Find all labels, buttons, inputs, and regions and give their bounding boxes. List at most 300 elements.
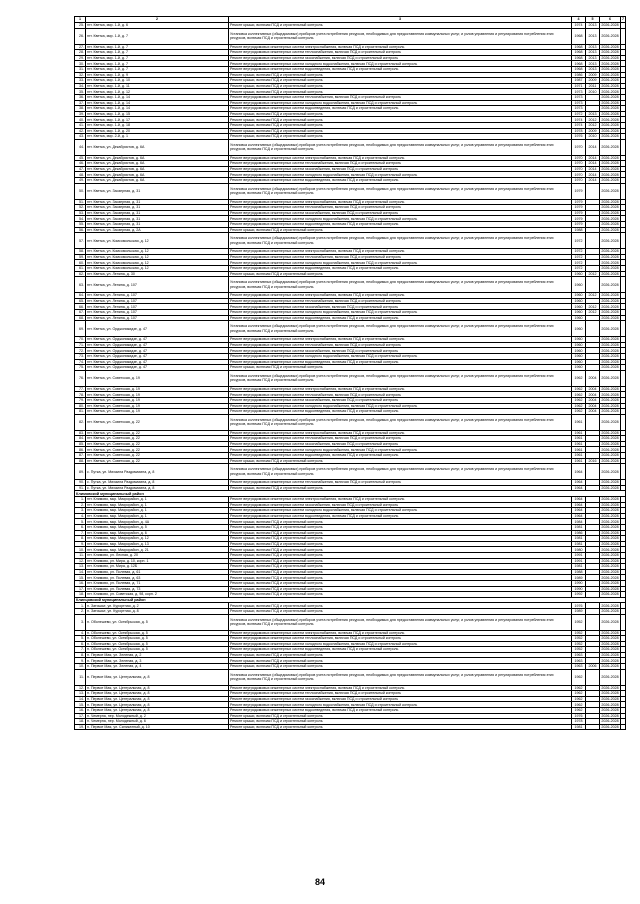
address-cell: пгт. Кветка, ул. Комсомольская, д. 12 — [86, 254, 229, 260]
planned-period-cell: 2026-2028 — [601, 442, 619, 447]
planned-period-cell: 2026-2028 — [601, 172, 619, 177]
work-type-cell: Ремонт внутридомовых инженерных систем электроснабжения, включая ПСД и строительный контроль — [229, 155, 572, 161]
planned-period-cell: 2026-2028 — [600, 614, 621, 630]
address-cell: пгт. Кветка, ул. Советская, д. 22 — [86, 436, 229, 442]
work-type-cell: Ремонт внутридомовых инженерных систем газоснабжения, включая ПСД и строительный контроль — [229, 502, 572, 508]
row-number: 76. — [75, 370, 86, 386]
row-number: 5. — [75, 636, 86, 642]
build-year-cell: 1963 — [572, 658, 586, 664]
address-cell: пгт. Кветка, ул. Советская, д. 22 — [86, 458, 229, 464]
work-type-cell: Ремонт внутридомовых инженерных систем теплоснабжения, включая ПСД и строительный контроль — [229, 94, 572, 100]
work-type-cell: Ремонт внутридомовых инженерных систем холодного водоснабжения, включая ПСД и строительный контроль — [229, 447, 572, 453]
work-type-cell: Ремонт внутридомовых инженерных систем электроснабжения, включая ПСД и строительный контроль — [229, 430, 572, 436]
build-year-cell: 1970 — [572, 161, 586, 167]
row-number: 73. — [75, 353, 86, 359]
work-type-cell: Ремонт крыши, включая ПСД и строительный контроль — [229, 23, 572, 29]
row-number: 39. — [75, 111, 86, 117]
address-cell: пгт. Климово, мкр. Микрорайон, д. 1 — [86, 513, 229, 519]
row-number: 27. — [75, 44, 86, 50]
work-type-cell: Ремонт внутридомовых инженерных систем холодного водоснабжения, включая ПСД и строительный контроль — [229, 216, 572, 222]
work-type-cell: Ремонт внутридомовых инженерных систем теплоснабжения, включая ПСД и строительный контроль — [229, 636, 572, 642]
work-type-cell: Ремонт внутридомовых инженерных систем теплоснабжения, включая ПСД и строительный контроль — [229, 436, 572, 442]
last-repair-year-cell: 2014 — [586, 178, 600, 184]
work-type-cell: Ремонт внутридомовых инженерных систем холодного водоснабжения, включая ПСД и строительный контроль — [229, 702, 572, 708]
work-type-cell: Ремонт крыши, включая ПСД и строительный контроль — [229, 134, 572, 140]
work-type-cell: Ремонт крыши, включая ПСД и строительный контроль — [229, 83, 572, 89]
last-repair-year-cell — [586, 321, 600, 337]
work-type-cell: Ремонт внутридомовых инженерных систем газоснабжения, включая ПСД и строительный контроль — [229, 441, 572, 447]
address-cell: пгт. Климово, ул. Мира, д. 10, корп. 1 — [86, 558, 229, 564]
row-number: 34. — [75, 83, 86, 89]
planned-period-cell: 2026-2028 — [601, 664, 619, 669]
address-cell: пгт. Климово, ул. Полевая, д. 61 — [86, 569, 229, 575]
planned-period-cell: 2026-2028 — [601, 586, 619, 591]
row-number: 28. — [75, 50, 86, 56]
planned-period-cell: 2026-2028 — [601, 547, 619, 552]
work-type-cell: Ремонт крыши, включая ПСД и строительный контроль — [229, 78, 572, 84]
planned-period-cell: 2026-2028 — [601, 134, 619, 139]
work-type-cell: Ремонт внутридомовых инженерных систем водоотведения, включая ПСД и строительный контроль — [229, 315, 572, 321]
address-cell: пгт. Кветка, мкр. 1-й, д. 12 — [86, 89, 229, 95]
row-number: 49. — [75, 178, 86, 184]
work-type-cell: Ремонт крыши, включая ПСД и строительный контроль — [229, 117, 572, 123]
build-year-cell: 1960 — [572, 298, 586, 304]
planned-period-cell: 2026-2028 — [601, 702, 619, 707]
last-repair-year-cell: 2013 — [586, 66, 600, 72]
extra-cell — [621, 370, 626, 386]
extra-cell — [621, 464, 626, 480]
last-repair-year-cell — [586, 614, 600, 630]
work-type-cell: Ремонт внутридомовых инженерных систем газоснабжения, включая ПСД и строительный контроль — [229, 210, 572, 216]
address-cell: пгт. Кветка, ул. Орджоникидзе, д. 47 — [86, 359, 229, 365]
last-repair-year-cell: 2013 — [586, 55, 600, 61]
header-cell: 6 — [600, 17, 621, 23]
last-repair-year-cell: 2014 — [586, 139, 600, 155]
address-cell: пгт. Кветка, ул. Комсомольская, д. 12 — [86, 233, 229, 249]
work-type-cell: Ремонт крыши, включая ПСД и строительный контроль — [229, 592, 572, 598]
planned-period-cell: 2026-2028 — [601, 530, 619, 535]
work-type-cell: Ремонт внутридомовых инженерных систем электроснабжения, включая ПСД и строительный контроль — [229, 44, 572, 50]
address-cell: п. Оболешево, ул. Октябрьская, д. 5 — [86, 636, 229, 642]
build-year-cell: 1962 — [572, 397, 586, 403]
address-cell: п. Затишье, ул. Курортная, д. 2 — [86, 603, 229, 609]
work-type-cell: Ремонт крыши, включая ПСД и строительный контроль — [229, 575, 572, 581]
address-cell: п. Чемерна, пер. Молодежный, д. 2 — [86, 713, 229, 719]
planned-period-cell: 2026-2028 — [601, 205, 619, 210]
row-number: 75. — [75, 365, 86, 371]
planned-period-cell: 2026-2028 — [600, 277, 621, 293]
build-year-cell: 1960 — [572, 309, 586, 315]
row-number: 72. — [75, 348, 86, 354]
planned-period-cell: 2026-2028 — [601, 342, 619, 347]
build-year-cell: 1964 — [572, 502, 586, 508]
address-cell: пгт. Кветка, ул. Советская, д. 19 — [86, 409, 229, 415]
address-cell: п. Оболешево, ул. Октябрьская, д. 5 — [86, 647, 229, 653]
work-type-cell: Ремонт крыши, включая ПСД и строительный контроль — [229, 658, 572, 664]
address-cell: пгт. Кветка, ул. Декабристов, д. 6А — [86, 161, 229, 167]
work-type-cell: Ремонт крыши, включая ПСД и строительный контроль — [229, 111, 572, 117]
planned-period-cell: 2026-2028 — [601, 386, 619, 391]
address-cell: п. Первое Мая, ул. Зеленая, д. 2 — [86, 652, 229, 658]
build-year-cell: 1952 — [572, 641, 586, 647]
last-repair-year-cell — [586, 277, 600, 293]
build-year-cell: 1968 — [572, 44, 586, 50]
planned-period-cell: 2026-2028 — [600, 464, 621, 480]
address-cell: пгт. Кветка, ул. Декабристов, д. 6А — [86, 166, 229, 172]
row-number: 36. — [75, 94, 86, 100]
row-number: 50. — [75, 183, 86, 199]
build-year-cell: 1981 — [572, 536, 586, 542]
build-year-cell: 1960 — [572, 337, 586, 343]
planned-period-cell: 2026-2028 — [601, 525, 619, 530]
build-year-cell: 1984 — [572, 519, 586, 525]
last-repair-year-cell: 2012 — [586, 117, 600, 123]
work-type-cell: Ремонт крыши, включая ПСД и строительный контроль — [229, 530, 572, 536]
work-type-cell: Ремонт внутридомовых инженерных систем теплоснабжения, включая ПСД и строительный контроль — [229, 205, 572, 211]
address-cell: пгт. Кветка, ул. Орджоникидзе, д. 47 — [86, 321, 229, 337]
work-type-cell: Ремонт внутридомовых инженерных систем холодного водоснабжения, включая ПСД и строительный контроль — [229, 403, 572, 409]
work-type-cell: Ремонт внутридомовых инженерных систем водоотведения, включая ПСД и строительный контроль — [229, 359, 572, 365]
address-cell: пгт. Кветка, ул. Орджоникидзе, д. 47 — [86, 337, 229, 343]
work-type-cell: Ремонт внутридомовых инженерных систем водоотведения, включая ПСД и строительный контроль — [229, 453, 572, 459]
row-number: 56. — [75, 227, 86, 233]
row-number: 6. — [75, 525, 86, 531]
build-year-cell: 1974 — [572, 23, 586, 29]
planned-period-cell: 2026-2028 — [601, 564, 619, 569]
planned-period-cell: 2026-2028 — [601, 575, 619, 580]
row-number: 16. — [75, 580, 86, 586]
build-year-cell: 1972 — [572, 111, 586, 117]
work-type-cell: Установка коллективных (общедомовых) приборов учета потребления ресурсов, необходимых для предоставления коммунальных услуг, и узлов управления и регулирования потребления этих ресурсов, включая ПСД и строительный контроль — [229, 183, 572, 199]
build-year-cell: 1968 — [572, 66, 586, 72]
work-type-cell: Ремонт крыши, включая ПСД и строительный контроль — [229, 603, 572, 609]
build-year-cell: 1962 — [572, 392, 586, 398]
extra-cell — [621, 28, 626, 44]
planned-period-cell: 2026-2028 — [601, 23, 619, 28]
address-cell: п. Первое Мая, ул. Центральная, д. 8 — [86, 696, 229, 702]
work-type-cell: Ремонт внутридомовых инженерных систем водоотведения, включая ПСД и строительный контроль — [229, 647, 572, 653]
last-repair-year-cell: 2011 — [586, 83, 600, 89]
work-type-cell: Ремонт внутридомовых инженерных систем газоснабжения, включая ПСД и строительный контроль — [229, 348, 572, 354]
row-number: 41. — [75, 122, 86, 128]
address-cell: пгт. Климово, мкр. Микрорайон, д. 21 — [86, 547, 229, 553]
address-cell: п. Первое Мая, ул. Центральная, д. 8 — [86, 669, 229, 685]
work-type-cell: Ремонт внутридомовых инженерных систем электроснабжения, включая ПСД и строительный контроль — [229, 249, 572, 255]
work-type-cell: Ремонт внутридомовых инженерных систем холодного водоснабжения, включая ПСД и строительный контроль — [229, 260, 572, 266]
planned-period-cell: 2026-2028 — [601, 508, 619, 513]
work-type-cell: Ремонт крыши, включая ПСД и строительный контроль — [229, 519, 572, 525]
row-number: 7. — [75, 530, 86, 536]
planned-period-cell: 2026-2028 — [601, 117, 619, 122]
address-cell: пгт. Кветка, ул. Заозерная, д. 31 — [86, 210, 229, 216]
build-year-cell: 1976 — [572, 603, 586, 609]
address-cell: пгт. Кветка, мкр. 1-й, д. 14 — [86, 106, 229, 112]
row-number: 3. — [75, 508, 86, 514]
last-repair-year-cell: 2004 — [586, 370, 600, 386]
address-cell: пгт. Кветка, ул. Ленина, д. 107 — [86, 315, 229, 321]
capital-repair-table — [74, 16, 626, 730]
row-number: 70. — [75, 337, 86, 343]
planned-period-cell: 2026-2028 — [600, 370, 621, 386]
table-row — [75, 233, 626, 249]
planned-period-cell: 2026-2028 — [601, 569, 619, 574]
row-number: 17. — [75, 586, 86, 592]
build-year-cell: 1961 — [572, 447, 586, 453]
work-type-cell: Установка коллективных (общедомовых) приборов учета потребления ресурсов, необходимых для предоставления коммунальных услуг, и узлов управления и регулирования потребления этих ресурсов, включая ПСД и строительный контроль — [229, 277, 572, 293]
work-type-cell: Ремонт внутридомовых инженерных систем холодного водоснабжения, включая ПСД и строительный контроль — [229, 309, 572, 315]
build-year-cell: 1970 — [572, 172, 586, 178]
row-number: 91. — [75, 485, 86, 491]
address-cell: пгт. Кветка, мкр. 1-й, д. 10 — [86, 78, 229, 84]
build-year-cell: 1962 — [572, 691, 586, 697]
last-repair-year-cell — [586, 669, 600, 685]
address-cell: п. Первое Мая, ул. Зеленая, д. 4 — [86, 664, 229, 670]
planned-period-cell: 2026-2028 — [601, 636, 619, 641]
build-year-cell: 1962 — [572, 708, 586, 714]
build-year-cell: 1972 — [572, 254, 586, 260]
work-type-cell: Ремонт внутридомовых инженерных систем электроснабжения, включая ПСД и строительный контроль — [229, 685, 572, 691]
row-number: 79. — [75, 397, 86, 403]
build-year-cell: 1978 — [572, 128, 586, 134]
build-year-cell: 1979 — [572, 199, 586, 205]
row-number: 26. — [75, 28, 86, 44]
table-row — [75, 139, 626, 155]
header-cell: 2 — [86, 17, 229, 23]
table-row — [75, 321, 626, 337]
last-repair-year-cell: 2014 — [586, 172, 600, 178]
address-cell: пгт. Кветка, ул. Заозерная, д. 2А — [86, 227, 229, 233]
build-year-cell: 1960 — [572, 342, 586, 348]
build-year-cell: 1962 — [572, 370, 586, 386]
address-cell: пгт. Кветка, мкр. 1-й, д. 17 — [86, 117, 229, 123]
last-repair-year-cell — [586, 414, 600, 430]
planned-period-cell: 2026-2028 — [601, 266, 619, 271]
build-year-cell: 1964 — [572, 497, 586, 503]
last-repair-year-cell: 2012 — [586, 304, 600, 310]
work-type-cell: Ремонт крыши, включая ПСД и строительный контроль — [229, 72, 572, 78]
row-number: 33. — [75, 78, 86, 84]
address-cell: пгт. Климово, мкр. Микрорайон, д. 12 — [86, 536, 229, 542]
row-number: 29. — [75, 55, 86, 61]
planned-period-cell: 2026-2028 — [601, 658, 619, 663]
planned-period-cell: 2026-2028 — [600, 321, 621, 337]
header-cell: 5 — [586, 17, 600, 23]
build-year-cell: 1968 — [572, 50, 586, 56]
planned-period-cell: 2026-2028 — [601, 392, 619, 397]
extra-cell — [621, 277, 626, 293]
planned-period-cell: 2026-2028 — [601, 222, 619, 227]
address-cell: пгт. Кветка, ул. Ленина, д. 107 — [86, 309, 229, 315]
row-number: 40. — [75, 117, 86, 123]
build-year-cell: 1964 — [572, 480, 586, 486]
build-year-cell: 1972 — [572, 249, 586, 255]
row-number: 69. — [75, 321, 86, 337]
address-cell: пгт. Кветка, ул. Советская, д. 22 — [86, 430, 229, 436]
work-type-cell: Ремонт внутридомовых инженерных систем водоотведения, включая ПСД и строительный контроль — [229, 178, 572, 184]
address-cell: пгт. Кветка, ул. Ленина, д. 107 — [86, 293, 229, 299]
extra-cell — [621, 414, 626, 430]
build-year-cell: 1952 — [572, 614, 586, 630]
work-type-cell: Ремонт внутридомовых инженерных систем теплоснабжения, включая ПСД и строительный контроль — [229, 161, 572, 167]
planned-period-cell: 2026-2028 — [601, 541, 619, 546]
planned-period-cell: 2026-2028 — [601, 61, 619, 66]
planned-period-cell: 2026-2028 — [601, 304, 619, 309]
planned-period-cell: 2026-2028 — [601, 502, 619, 507]
address-cell: пгт. Кветка, ул. Советская, д. 22 — [86, 447, 229, 453]
address-cell: пгт. Кветка, ул. Декабристов, д. 6А — [86, 155, 229, 161]
row-number: 9. — [75, 658, 86, 664]
build-year-cell: 1962 — [572, 685, 586, 691]
header-cell: 1 — [75, 17, 86, 23]
address-cell: пгт. Климово, мкр. Микрорайон, д. 1 — [86, 508, 229, 514]
address-cell: пгт. Кветка, ул. Орджоникидзе, д. 47 — [86, 342, 229, 348]
row-number: 81. — [75, 409, 86, 415]
planned-period-cell: 2026-2028 — [601, 453, 619, 458]
row-number: 8. — [75, 652, 86, 658]
row-number: 74. — [75, 359, 86, 365]
address-cell: пгт. Кветка, ул. Орджоникидзе, д. 47 — [86, 365, 229, 371]
address-cell: пгт. Кветка, ул. Ленина, д. 107 — [86, 298, 229, 304]
planned-period-cell: 2026-2028 — [601, 67, 619, 72]
work-type-cell: Ремонт внутридомовых инженерных систем водоотведения, включая ПСД и строительный контроль — [229, 708, 572, 714]
build-year-cell: 1974 — [572, 122, 586, 128]
address-cell: пгт. Кветка, мкр. 1-й, д. 7 — [86, 55, 229, 61]
work-type-cell: Установка коллективных (общедомовых) приборов учета потребления ресурсов, необходимых для предоставления коммунальных услуг, и узлов управления и регулирования потребления этих ресурсов, включая ПСД и строительный контроль — [229, 139, 572, 155]
row-number: 43. — [75, 134, 86, 140]
row-number: 13. — [75, 564, 86, 570]
build-year-cell: 1952 — [572, 630, 586, 636]
work-type-cell: Ремонт крыши, включая ПСД и строительный контроль — [229, 128, 572, 134]
row-number: 87. — [75, 453, 86, 459]
work-type-cell: Ремонт крыши, включая ПСД и строительный контроль — [229, 536, 572, 542]
table-row — [75, 724, 626, 730]
planned-period-cell: 2026-2028 — [601, 298, 619, 303]
work-type-cell: Ремонт крыши, включая ПСД и строительный контроль — [229, 719, 572, 725]
work-type-cell: Установка коллективных (общедомовых) приборов учета потребления ресурсов, необходимых для предоставления коммунальных услуг, и узлов управления и регулирования потребления этих ресурсов, включая ПСД и строительный контроль — [229, 614, 572, 630]
work-type-cell: Ремонт крыши, включая ПСД и строительный контроль — [229, 552, 572, 558]
table-row — [75, 370, 626, 386]
row-number: 62. — [75, 271, 86, 277]
build-year-cell: 1988 — [572, 227, 586, 233]
page-number: 84 — [314, 877, 325, 887]
row-number: 15. — [75, 702, 86, 708]
table-row — [75, 183, 626, 199]
planned-period-cell: 2026-2028 — [601, 199, 619, 204]
address-cell: пгт. Кветка, ул. Советская, д. 19 — [86, 397, 229, 403]
row-number: 32. — [75, 72, 86, 78]
address-cell: пгт. Кветка, ул. Советская, д. 19 — [86, 386, 229, 392]
table-row — [75, 669, 626, 685]
build-year-cell: 1962 — [572, 702, 586, 708]
work-type-cell: Ремонт внутридомовых инженерных систем газоснабжения, включая ПСД и строительный контроль — [229, 696, 572, 702]
build-year-cell: 1990 — [572, 580, 586, 586]
address-cell: пгт. Кветка, ул. Комсомольская, д. 12 — [86, 266, 229, 272]
row-number: 71. — [75, 342, 86, 348]
build-year-cell: 1979 — [572, 216, 586, 222]
row-number: 57. — [75, 233, 86, 249]
planned-period-cell: 2026-2028 — [601, 178, 619, 183]
address-cell: с. Путка, ул. Михаила Раздомахина, д. 8 — [86, 464, 229, 480]
row-number: 67. — [75, 309, 86, 315]
work-type-cell: Ремонт внутридомовых инженерных систем водоотведения, включая ПСД и строительный контроль — [229, 106, 572, 112]
row-number: 4. — [75, 513, 86, 519]
row-number: 82. — [75, 414, 86, 430]
work-type-cell: Установка коллективных (общедомовых) приборов учета потребления ресурсов, необходимых для предоставления коммунальных услуг, и узлов управления и регулирования потребления этих ресурсов, включая ПСД и строительный контроль — [229, 28, 572, 44]
work-type-cell: Ремонт крыши, включая ПСД и строительный контроль — [229, 547, 572, 553]
address-cell: пгт. Климово, ул. Советская, д. 98, корп. 2 — [86, 592, 229, 598]
planned-period-cell: 2026-2028 — [601, 95, 619, 100]
row-number: 10. — [75, 664, 86, 670]
table-row — [75, 414, 626, 430]
planned-period-cell: 2026-2028 — [600, 233, 621, 249]
build-year-cell: 1979 — [572, 205, 586, 211]
address-cell: пгт. Климово, мкр. Микрорайон, д. 1 — [86, 497, 229, 503]
row-number: 1. — [75, 497, 86, 503]
row-number: 12. — [75, 558, 86, 564]
work-type-cell: Установка коллективных (общедомовых) приборов учета потребления ресурсов, необходимых для предоставления коммунальных услуг, и узлов управления и регулирования потребления этих ресурсов, включая ПСД и строительный контроль — [229, 414, 572, 430]
work-type-cell: Ремонт внутридомовых инженерных систем электроснабжения, включая ПСД и строительный контроль — [229, 337, 572, 343]
build-year-cell: 1986 — [572, 72, 586, 78]
last-repair-year-cell: 2014 — [586, 155, 600, 161]
address-cell: пгт. Климово, мкр. Микрорайон, д. 1 — [86, 502, 229, 508]
build-year-cell: 1968 — [572, 55, 586, 61]
header-cell: 3 — [229, 17, 572, 23]
last-repair-year-cell: 2009 — [586, 128, 600, 134]
planned-period-cell: 2026-2028 — [601, 337, 619, 342]
work-type-cell: Ремонт внутридомовых инженерных систем водоотведения, включая ПСД и строительный контроль — [229, 66, 572, 72]
work-type-cell: Ремонт внутридомовых инженерных систем теплоснабжения, включая ПСД и строительный контроль — [229, 392, 572, 398]
address-cell: пгт. Кветка, ул. Ленина, д. 30 — [86, 271, 229, 277]
row-number: 18. — [75, 592, 86, 598]
planned-period-cell: 2026-2028 — [601, 216, 619, 221]
last-repair-year-cell — [586, 233, 600, 249]
build-year-cell: 1979 — [572, 210, 586, 216]
last-repair-year-cell — [586, 724, 600, 730]
row-number: 11. — [75, 669, 86, 685]
build-year-cell: 1974 — [572, 117, 586, 123]
work-type-cell: Ремонт крыши, включая ПСД и строительный контроль — [229, 586, 572, 592]
work-type-cell: Ремонт внутридомовых инженерных систем электроснабжения, включая ПСД и строительный контроль — [229, 497, 572, 503]
planned-period-cell: 2026-2028 — [601, 359, 619, 364]
row-number: 68. — [75, 315, 86, 321]
work-type-cell: Ремонт внутридомовых инженерных систем газоснабжения, включая ПСД и строительный контроль — [229, 397, 572, 403]
row-number: 46. — [75, 161, 86, 167]
address-cell: п. Первое Мая, ул. Центральная, д. 8 — [86, 702, 229, 708]
planned-period-cell: 2026-2028 — [601, 293, 619, 298]
planned-period-cell: 2026-2028 — [601, 167, 619, 172]
build-year-cell: 1962 — [572, 669, 586, 685]
build-year-cell: 1960 — [572, 321, 586, 337]
address-cell: пгт. Кветка, мкр. 1-й, д. 14 — [86, 100, 229, 106]
build-year-cell: 1979 — [572, 222, 586, 228]
row-number: 14. — [75, 569, 86, 575]
last-repair-year-cell: 2009 — [586, 72, 600, 78]
work-type-cell: Установка коллективных (общедомовых) приборов учета потребления ресурсов, необходимых для предоставления коммунальных услуг, и узлов управления и регулирования потребления этих ресурсов, включая ПСД и строительный контроль — [229, 321, 572, 337]
planned-period-cell: 2026-2028 — [601, 409, 619, 414]
planned-period-cell: 2026-2028 — [601, 486, 619, 491]
last-repair-year-cell: 2004 — [586, 397, 600, 403]
row-number: 38. — [75, 106, 86, 112]
work-type-cell: Ремонт крыши, включая ПСД и строительный контроль — [229, 569, 572, 575]
address-cell: пгт. Кветка, ул. Советская, д. 19 — [86, 403, 229, 409]
planned-period-cell: 2026-2028 — [600, 28, 621, 44]
planned-period-cell: 2026-2028 — [601, 430, 619, 435]
planned-period-cell: 2026-2028 — [601, 55, 619, 60]
planned-period-cell: 2026-2028 — [601, 519, 619, 524]
build-year-cell: 1990 — [572, 586, 586, 592]
address-cell: п. Оболешево, ул. Октябрьская, д. 5 — [86, 641, 229, 647]
row-number: 19. — [75, 724, 86, 730]
